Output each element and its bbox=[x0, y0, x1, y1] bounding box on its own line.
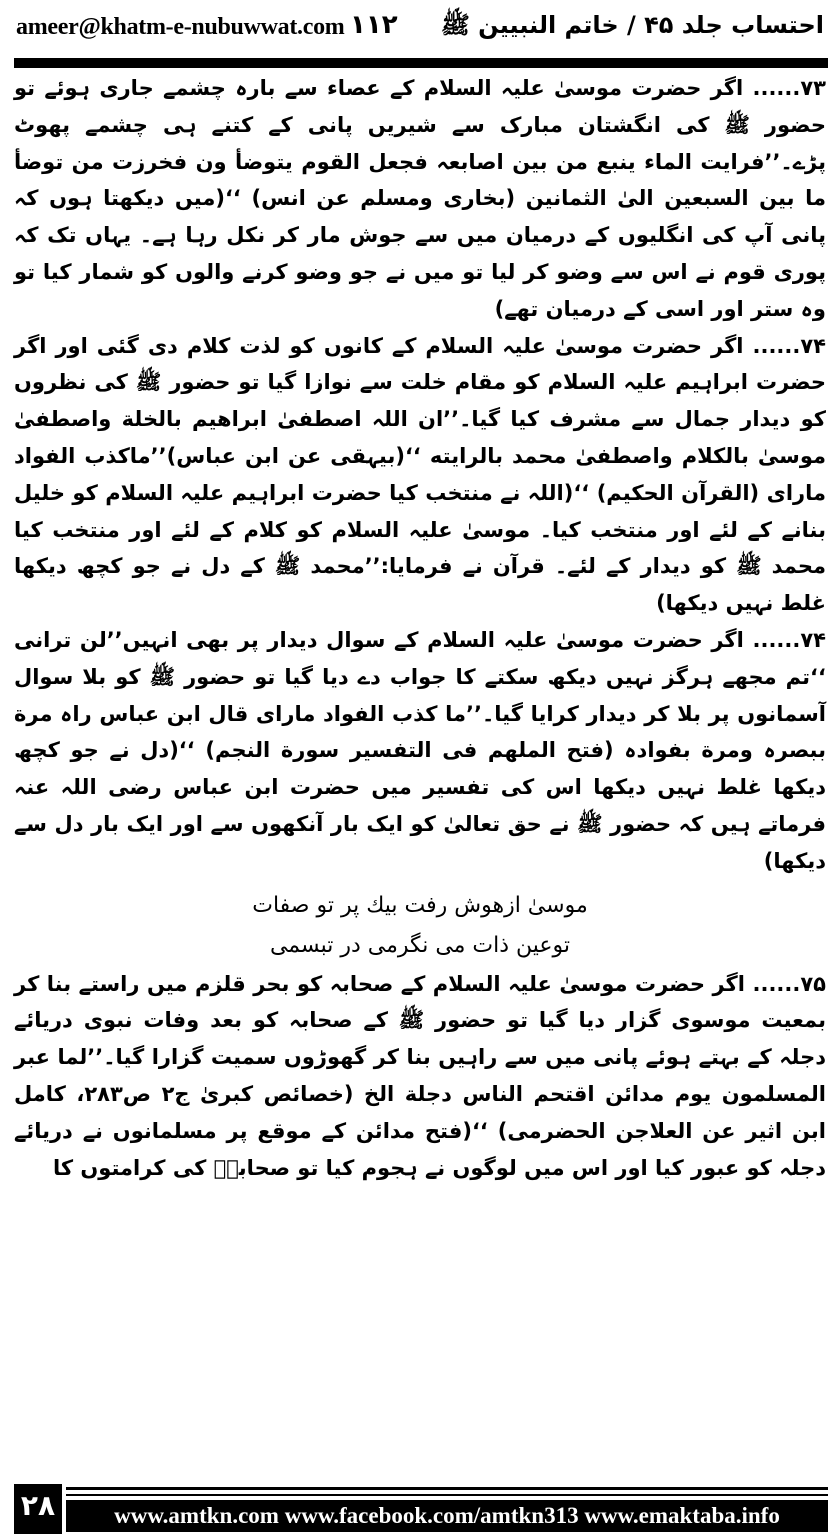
poem-line: توعین ذات می نگرمی در تبسمی bbox=[269, 932, 571, 958]
paragraph-number: ۷۴...... bbox=[752, 333, 826, 358]
footer-rule bbox=[66, 1494, 828, 1496]
header-page-number: ۱۱۲ bbox=[350, 10, 398, 40]
footer-page-number: ۲۸ bbox=[14, 1484, 62, 1534]
footer-links: www.amtkn.com www.facebook.com/amtkn313 www.emaktaba.info bbox=[66, 1500, 828, 1532]
header-book-title: احتساب جلد ۴۵ / خاتم النبیین ﷺ bbox=[440, 11, 824, 39]
paragraph-text: اگر حضرت موسیٰ علیہ السلام کے صحابہ کو بحر قلزم میں راستے بنا کر بمعیت موسوی گزار دیا گیا تو حضور ﷺ کے صحابہ کو بعد وفات نبوی دریائے دجلہ کے بہتے ہوئے پانی میں سے راہیں بنا کر گھوڑوں سمیت گزارا گیا۔’’لما عبر المسلمون یوم مدائن اقتحم الناس دجلة الخ (خصائص کبریٰ ج۲ ص۲۸۳، کامل ابن اثیر عن العلاجن الحضرمی) ‘‘(فتح مدائن کے موقع پر مسلمانوں نے دریائے دجلہ کو عبور کیا اور اس میں لوگوں نے ہجوم کیا تو صحابہؓ کی کرامتوں کا bbox=[14, 971, 826, 1180]
paragraph-number: ۷۵...... bbox=[752, 971, 826, 996]
header-email: ameer@khatm-e-nubuwwat.com bbox=[16, 14, 345, 40]
paragraph-75 bbox=[14, 966, 826, 1187]
header-divider bbox=[14, 58, 828, 68]
footer-rule bbox=[66, 1487, 828, 1490]
paragraph-74a bbox=[14, 328, 826, 622]
paragraph-number: ۷۳...... bbox=[752, 76, 826, 100]
page-header bbox=[0, 0, 840, 58]
page-body bbox=[14, 70, 826, 1186]
paragraph-text: اگر حضرت موسیٰ علیہ السلام کے عصاء سے بارہ چشمے جاری ہوئے تو حضور ﷺ کی انگشتان مبارک سے شیریں پانی کے کتنے ہی چشمے پھوٹ پڑے۔’’فرایت الماء ینبع من بین اصابعہ فجعل القوم یتوضأ ون فخرزت من توضأ ما بین السبعین الیٰ الثمانین (بخاری ومسلم عن انس) ‘‘(میں دیکھتا ہوں کہ پانی آپ کی انگلیوں کے درمیان میں سے جوش مار کر نکل رہا ہے۔ یہاں تک کہ پوری قوم نے اس سے وضو کر لیا تو میں نے جو وضو کرنے والوں کو شمار کیا تو وہ ستر اور اسی کے درمیان تھے) bbox=[14, 76, 826, 321]
paragraph-text: اگر حضرت موسیٰ علیہ السلام کے سوال دیدار پر بھی انہیں’’لن ترانی ‘‘تم مجھے ہرگز نہیں دیکھ سکتے کا جواب دے دیا گیا تو حضور ﷺ کو بلا سوال آسمانوں پر بلا کر دیدار کرایا گیا۔’’ما کذب الفواد مارای قال ابن عباس راہ مرة ببصرہ ومرة بفوادہ (فتح الملهم فی التفسیر سورة النجم) ‘‘(دل نے جو کچھ دیکھا غلط نہیں دیکھا اس کی تفسیر میں حضرت ابن عباس رضی اللہ عنہ فرماتے ہیں کہ حضور ﷺ نے حق تعالیٰ کو ایک بار آنکھوں سے اور ایک بار دل سے دیکھا) bbox=[14, 627, 826, 873]
paragraph-number: ۷۴...... bbox=[752, 627, 826, 652]
paragraph-text: اگر حضرت موسیٰ علیہ السلام کے کانوں کو لذت کلام دی گئی اور اگر حضرت ابراہیم علیہ السلام کو مقام خلت سے نوازا گیا تو حضور ﷺ کی نظروں کو دیدار جمال سے مشرف کیا گیا۔’’ان اللہ اصطفیٰ ابراهیم بالخلة واصطفیٰ موسیٰ بالکلام واصطفیٰ محمد بالرایته ‘‘(بیہقی عن ابن عباس)’’ماکذب الفواد مارای (القرآن الحکیم) ‘‘(اللہ نے منتخب کیا حضرت ابراہیم علیہ السلام کو خلیل بنانے کے لئے اور منتخب کیا۔ موسیٰ علیہ السلام کو کلام کے لئے اور منتخب کیا محمد ﷺ کو دیدار کے لئے۔ قرآن نے فرمایا:’’محمد ﷺ کے دل نے جو کچھ دیکھا غلط نہیں دیکھا) bbox=[14, 333, 826, 616]
poem bbox=[14, 886, 826, 966]
paragraph-74b bbox=[14, 622, 826, 880]
paragraph-73 bbox=[14, 70, 826, 328]
poem-line: موسیٰ ازهوش رفت بیك پر تو صفات bbox=[252, 892, 588, 918]
